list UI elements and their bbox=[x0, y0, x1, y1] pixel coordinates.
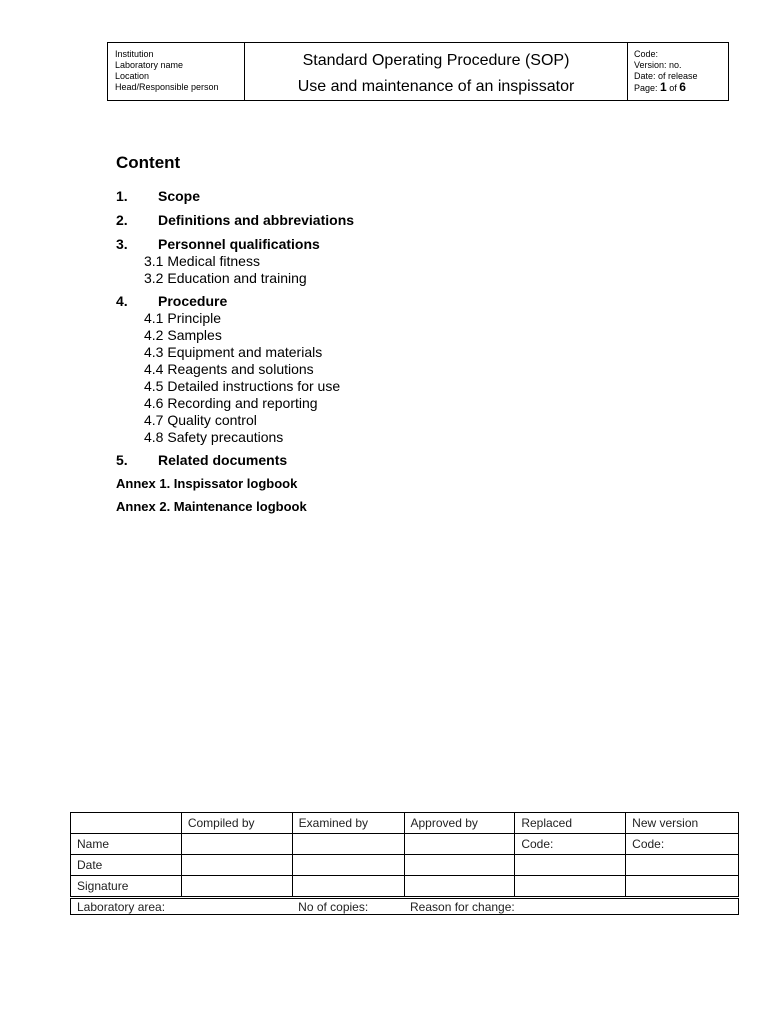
section-number: 1. bbox=[116, 188, 128, 204]
table-cell bbox=[292, 834, 404, 855]
table-cell bbox=[292, 855, 404, 876]
subsection-item: 4.3 Equipment and materials bbox=[144, 344, 323, 360]
page-label: Page: bbox=[634, 83, 658, 93]
page-total: 6 bbox=[679, 80, 686, 94]
row-label: Signature bbox=[71, 876, 182, 898]
section-number: 5. bbox=[116, 452, 128, 468]
subsection-item: 4.4 Reagents and solutions bbox=[144, 361, 314, 377]
title-block bbox=[245, 43, 628, 100]
toc-section-4 bbox=[116, 292, 340, 446]
subsection-item: 4.5 Detailed instructions for use bbox=[144, 378, 341, 394]
annex-item-2: Annex 2. Maintenance logbook bbox=[116, 499, 307, 514]
section-title: Related documents bbox=[158, 452, 288, 468]
table-header-cell: Examined by bbox=[292, 813, 404, 834]
table-cell bbox=[626, 855, 739, 876]
toc-section-1 bbox=[116, 187, 200, 205]
table-header-cell: Approved by bbox=[404, 813, 515, 834]
toc-section-3 bbox=[116, 235, 320, 287]
table-header-row bbox=[71, 813, 739, 834]
table-cell bbox=[626, 876, 739, 898]
row-label: Name bbox=[71, 834, 182, 855]
table-cell bbox=[181, 876, 292, 898]
document-meta-block bbox=[628, 43, 728, 100]
section-title: Personnel qualifications bbox=[158, 236, 320, 252]
version-label: Version: no. bbox=[634, 60, 682, 70]
subsection-item: 4.8 Safety precautions bbox=[144, 429, 284, 445]
table-cell bbox=[404, 855, 515, 876]
subsection-item: 3.2 Education and training bbox=[144, 270, 307, 286]
subsection-item: 4.1 Principle bbox=[144, 310, 222, 326]
copies-label: No of copies: bbox=[292, 898, 404, 915]
table-header-cell: New version bbox=[626, 813, 739, 834]
table-header-cell: Replaced bbox=[515, 813, 626, 834]
section-title: Definitions and abbreviations bbox=[158, 212, 355, 228]
page-indicator bbox=[634, 82, 728, 94]
institution-line: Institution bbox=[115, 49, 154, 59]
sop-header bbox=[107, 42, 729, 101]
section-number: 3. bbox=[116, 236, 128, 252]
section-number: 2. bbox=[116, 212, 128, 228]
section-title: Procedure bbox=[158, 293, 228, 309]
subsection-item: 4.2 Samples bbox=[144, 327, 222, 343]
table-cell bbox=[404, 876, 515, 898]
toc-section-2 bbox=[116, 211, 354, 229]
page-current: 1 bbox=[660, 80, 667, 94]
table-header-cell: Compiled by bbox=[181, 813, 292, 834]
head-person-line: Head/Responsible person bbox=[115, 82, 219, 92]
section-title: Scope bbox=[158, 188, 201, 204]
table-cell bbox=[404, 834, 515, 855]
table-cell: Code: bbox=[626, 834, 739, 855]
table-cell bbox=[515, 876, 626, 898]
document-subtitle: Use and maintenance of an inspissator bbox=[297, 78, 575, 95]
table-bottom-row bbox=[71, 898, 739, 915]
subsection-item: 4.6 Recording and reporting bbox=[144, 395, 318, 411]
document-title: Standard Operating Procedure (SOP) bbox=[302, 52, 570, 69]
content-heading: Content bbox=[116, 153, 181, 172]
table-header-cell bbox=[71, 813, 182, 834]
row-label: Date bbox=[71, 855, 182, 876]
table-row bbox=[71, 855, 739, 876]
table-cell bbox=[515, 855, 626, 876]
location-line: Location bbox=[115, 71, 150, 81]
lab-name-line: Laboratory name bbox=[115, 60, 184, 70]
table-cell bbox=[181, 834, 292, 855]
approval-table bbox=[70, 812, 739, 915]
institution-block bbox=[108, 43, 245, 100]
subsection-item: 4.7 Quality control bbox=[144, 412, 257, 428]
toc-section-5 bbox=[116, 451, 287, 469]
table-cell bbox=[181, 855, 292, 876]
reason-label: Reason for change: bbox=[404, 898, 739, 915]
annex-item-1: Annex 1. Inspissator logbook bbox=[116, 476, 298, 491]
table-cell bbox=[292, 876, 404, 898]
lab-area-label: Laboratory area: bbox=[71, 898, 293, 915]
section-number: 4. bbox=[116, 293, 128, 309]
code-label: Code: bbox=[634, 49, 659, 59]
date-label: Date: of release bbox=[634, 71, 698, 81]
table-row bbox=[71, 834, 739, 855]
subsection-item: 3.1 Medical fitness bbox=[144, 253, 260, 269]
page-of: of bbox=[669, 83, 677, 93]
table-row bbox=[71, 876, 739, 898]
table-cell: Code: bbox=[515, 834, 626, 855]
